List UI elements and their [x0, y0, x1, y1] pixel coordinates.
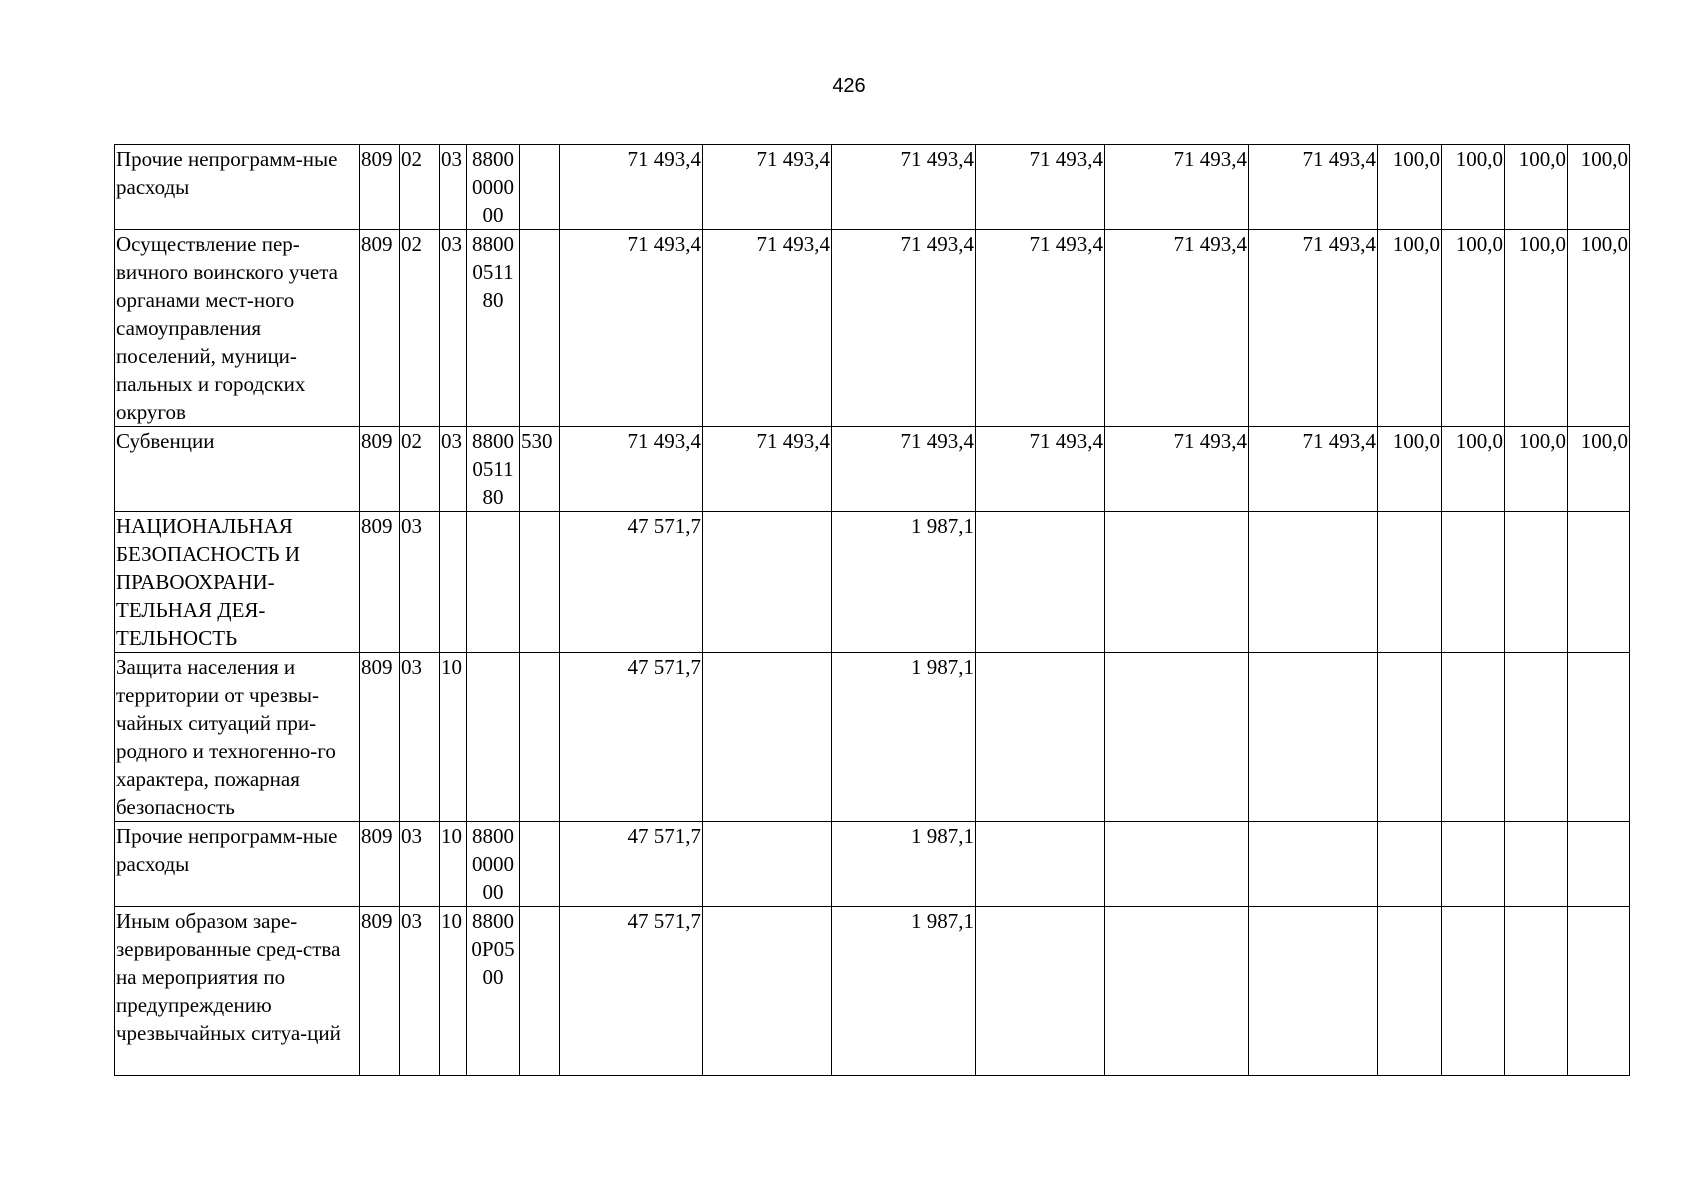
amount-2: 71 493,4: [703, 230, 832, 427]
percent-1: 100,0: [1378, 145, 1442, 230]
section-code: 02: [400, 427, 440, 512]
percent-1: [1378, 822, 1442, 907]
amount-3: 1 987,1: [832, 512, 976, 653]
amount-5: [1105, 907, 1249, 1076]
percent-2: [1442, 822, 1505, 907]
ved-code: 809: [360, 907, 400, 1076]
expense-type-code: [520, 822, 560, 907]
budget-table-body: [115, 145, 1630, 1076]
amount-4: [976, 907, 1105, 1076]
row-name: Прочие непрограмм-ные расходы: [115, 145, 360, 230]
amount-3: 71 493,4: [832, 230, 976, 427]
percent-1: 100,0: [1378, 230, 1442, 427]
percent-3: [1505, 512, 1568, 653]
amount-3: 1 987,1: [832, 653, 976, 822]
amount-4: [976, 653, 1105, 822]
table-row: [115, 230, 1630, 427]
amount-4: 71 493,4: [976, 427, 1105, 512]
percent-1: [1378, 907, 1442, 1076]
expense-type-code: 530: [520, 427, 560, 512]
table-row: [115, 907, 1630, 1076]
percent-2: 100,0: [1442, 145, 1505, 230]
subsection-code: 03: [440, 230, 467, 427]
ved-code: 809: [360, 427, 400, 512]
amount-5: 71 493,4: [1105, 145, 1249, 230]
target-article-code: [467, 512, 520, 653]
percent-2: 100,0: [1442, 427, 1505, 512]
amount-1: 47 571,7: [560, 512, 703, 653]
amount-2: [703, 822, 832, 907]
section-code: 03: [400, 512, 440, 653]
amount-1: 71 493,4: [560, 145, 703, 230]
section-code: 03: [400, 822, 440, 907]
percent-3: [1505, 907, 1568, 1076]
amount-3: 1 987,1: [832, 907, 976, 1076]
table-row: [115, 653, 1630, 822]
amount-6: 71 493,4: [1249, 145, 1378, 230]
percent-4: [1568, 653, 1630, 822]
amount-6: 71 493,4: [1249, 230, 1378, 427]
ved-code: 809: [360, 512, 400, 653]
table-row: [115, 145, 1630, 230]
row-name: Осуществление пер-вичного воинского учета органами мест-ного самоуправления поселений, муници-пальных и городских округов: [115, 230, 360, 427]
amount-3: 71 493,4: [832, 427, 976, 512]
amount-2: [703, 907, 832, 1076]
amount-1: 47 571,7: [560, 822, 703, 907]
percent-3: [1505, 653, 1568, 822]
amount-1: 71 493,4: [560, 427, 703, 512]
target-article-code: 88000Р05 00: [467, 907, 520, 1076]
target-article-code: 88000511 80: [467, 427, 520, 512]
target-article-code: [467, 653, 520, 822]
table-row: [115, 427, 1630, 512]
row-name: Иным образом заре-зервированные сред-ства на мероприятия по предупреждению чрезвычайных ситуа-ций: [115, 907, 360, 1076]
amount-2: [703, 512, 832, 653]
percent-4: 100,0: [1568, 427, 1630, 512]
amount-2: 71 493,4: [703, 145, 832, 230]
page-number: 426: [832, 75, 866, 97]
amount-1: 47 571,7: [560, 653, 703, 822]
amount-4: [976, 822, 1105, 907]
row-name: НАЦИОНАЛЬНАЯ БЕЗОПАСНОСТЬ И ПРАВООХРАНИ-ТЕЛЬНАЯ ДЕЯ-ТЕЛЬНОСТЬ: [115, 512, 360, 653]
row-name: Прочие непрограмм-ные расходы: [115, 822, 360, 907]
amount-3: 1 987,1: [832, 822, 976, 907]
target-article-code: 88000511 80: [467, 230, 520, 427]
percent-4: 100,0: [1568, 145, 1630, 230]
subsection-code: 03: [440, 145, 467, 230]
section-code: 02: [400, 230, 440, 427]
budget-table: [114, 144, 1630, 1076]
row-name: Защита населения и территории от чрезвы-чайных ситуаций при-родного и техногенно-го характера, пожарная безопасность: [115, 653, 360, 822]
amount-3: 71 493,4: [832, 145, 976, 230]
expense-type-code: [520, 145, 560, 230]
subsection-code: [440, 512, 467, 653]
table-row: [115, 512, 1630, 653]
amount-6: [1249, 907, 1378, 1076]
amount-5: [1105, 512, 1249, 653]
percent-3: 100,0: [1505, 230, 1568, 427]
percent-2: [1442, 907, 1505, 1076]
amount-5: [1105, 653, 1249, 822]
amount-1: 47 571,7: [560, 907, 703, 1076]
expense-type-code: [520, 907, 560, 1076]
amount-1: 71 493,4: [560, 230, 703, 427]
ved-code: 809: [360, 145, 400, 230]
percent-2: [1442, 653, 1505, 822]
subsection-code: 10: [440, 907, 467, 1076]
percent-4: [1568, 512, 1630, 653]
ved-code: 809: [360, 822, 400, 907]
amount-6: [1249, 653, 1378, 822]
section-code: 02: [400, 145, 440, 230]
amount-5: [1105, 822, 1249, 907]
percent-4: [1568, 822, 1630, 907]
percent-3: 100,0: [1505, 427, 1568, 512]
amount-4: [976, 512, 1105, 653]
percent-3: [1505, 822, 1568, 907]
percent-4: [1568, 907, 1630, 1076]
percent-1: 100,0: [1378, 427, 1442, 512]
ved-code: 809: [360, 230, 400, 427]
percent-1: [1378, 653, 1442, 822]
section-code: 03: [400, 907, 440, 1076]
expense-type-code: [520, 512, 560, 653]
row-name: Субвенции: [115, 427, 360, 512]
percent-2: [1442, 512, 1505, 653]
amount-5: 71 493,4: [1105, 230, 1249, 427]
target-article-code: 88000000 00: [467, 822, 520, 907]
amount-5: 71 493,4: [1105, 427, 1249, 512]
table-row: [115, 822, 1630, 907]
expense-type-code: [520, 230, 560, 427]
subsection-code: 03: [440, 427, 467, 512]
amount-2: [703, 653, 832, 822]
amount-4: 71 493,4: [976, 145, 1105, 230]
amount-2: 71 493,4: [703, 427, 832, 512]
amount-6: [1249, 512, 1378, 653]
percent-4: 100,0: [1568, 230, 1630, 427]
subsection-code: 10: [440, 653, 467, 822]
amount-4: 71 493,4: [976, 230, 1105, 427]
percent-1: [1378, 512, 1442, 653]
amount-6: 71 493,4: [1249, 427, 1378, 512]
section-code: 03: [400, 653, 440, 822]
expense-type-code: [520, 653, 560, 822]
percent-3: 100,0: [1505, 145, 1568, 230]
target-article-code: 88000000 00: [467, 145, 520, 230]
amount-6: [1249, 822, 1378, 907]
subsection-code: 10: [440, 822, 467, 907]
percent-2: 100,0: [1442, 230, 1505, 427]
ved-code: 809: [360, 653, 400, 822]
